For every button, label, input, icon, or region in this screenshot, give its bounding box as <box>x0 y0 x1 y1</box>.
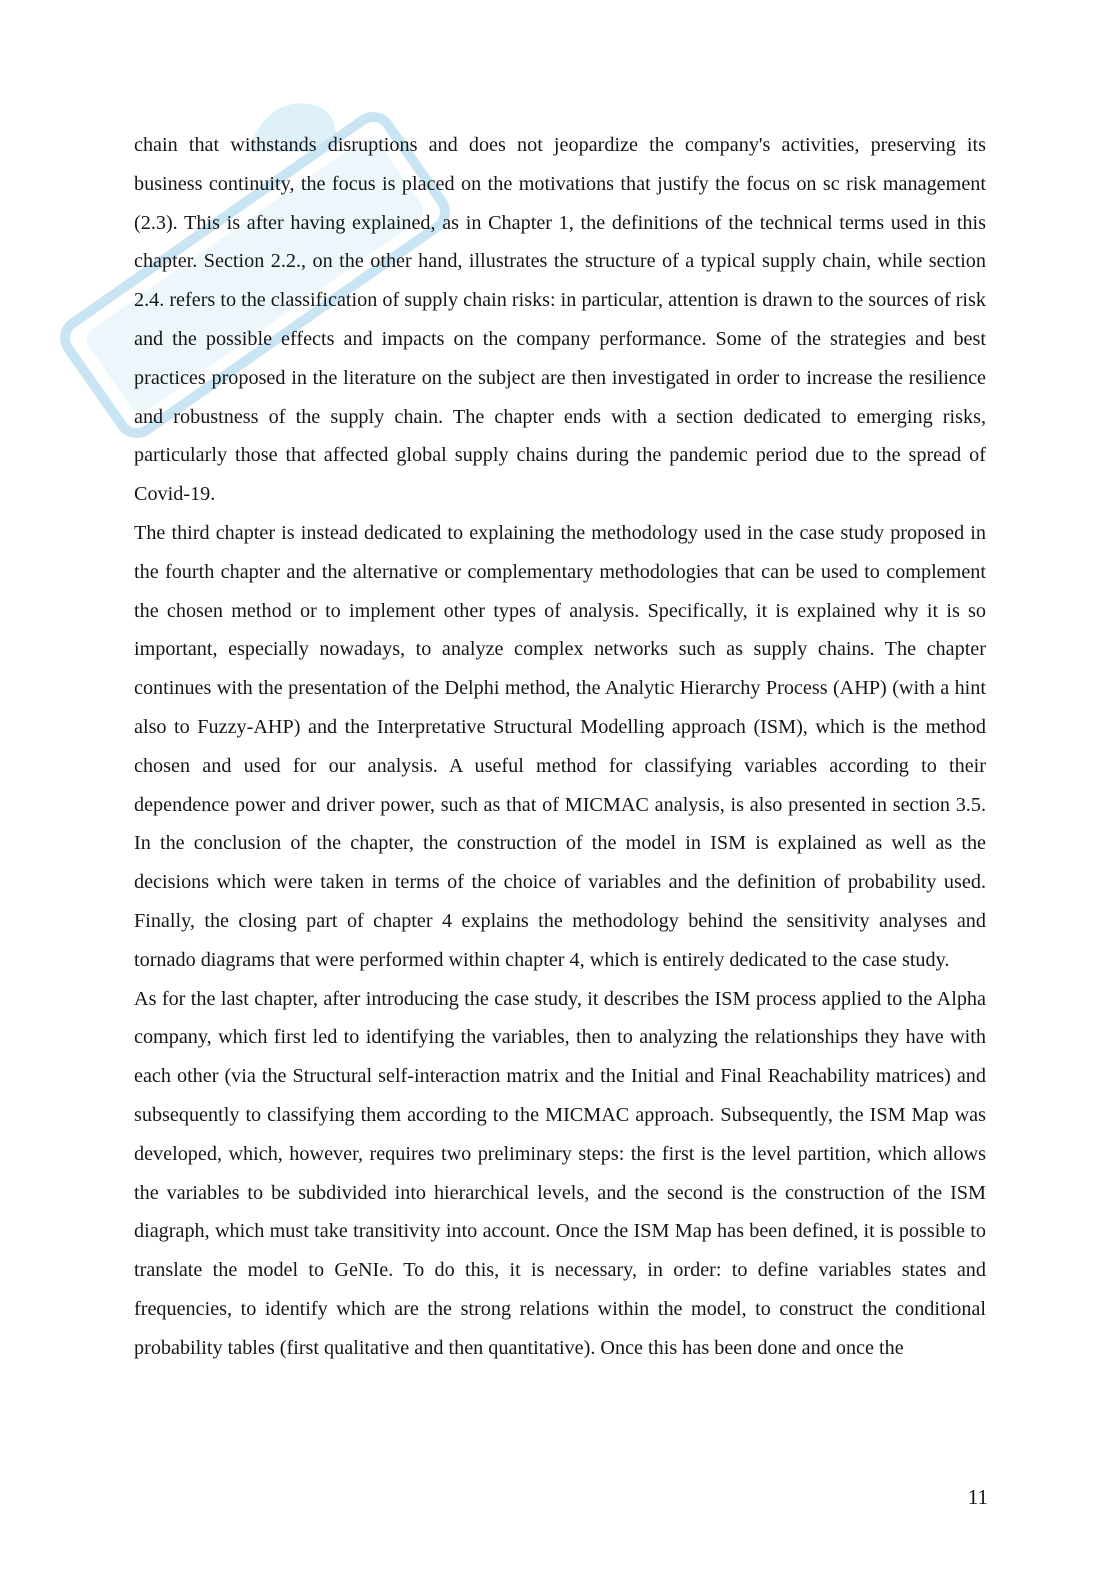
page-number: 11 <box>967 1485 988 1509</box>
paragraph-chapter-3-summary: The third chapter is instead dedicated to explaining the methodology used in the case study proposed in the fourth chapter and the alternative or complementary methodologies that can be used to complement the chosen method or to implement other types of analysis. Specifically, it is explained why it is so important, especially nowadays, to analyze complex networks such as supply chains. The chapter continues with the presentation of the Delphi method, the Analytic Hierarchy Process (AHP) (with a hint also to Fuzzy-AHP) and the Interpretative Structural Modelling approach (ISM), which is the method chosen and used for our analysis. A useful method for classifying variables according to their dependence power and driver power, such as that of MICMAC analysis, is also presented in section 3.5. In the conclusion of the chapter, the construction of the model in ISM is explained as well as the decisions which were taken in terms of the choice of variables and the definition of probability used. Finally, the closing part of chapter 4 explains the methodology behind the sensitivity analyses and tornado diagrams that were performed within chapter 4, which is entirely dedicated to the case study. <box>134 521 986 971</box>
paragraph-chapter-2-summary: chain that withstands disruptions and does not jeopardize the company's activities, preserving its business continuity, the focus is placed on the motivations that justify the focus on sc risk management (2.3). This is after having explained, as in Chapter 1, the definitions of the technical terms used in this chapter. Section 2.2., on the other hand, illustrates the structure of a typical supply chain, while section 2.4. refers to the classification of supply chain risks: in particular, attention is drawn to the sources of risk and the possible effects and impacts on the company performance. Some of the strategies and best practices proposed in the literature on the subject are then investigated in order to increase the resilience and robustness of the supply chain. The chapter ends with a section dedicated to emerging risks, particularly those that affected global supply chains during the pandemic period due to the spread of Covid-19. <box>134 134 986 506</box>
document-body <box>134 126 986 1368</box>
paragraph-chapter-4-summary: As for the last chapter, after introducing the case study, it describes the ISM process applied to the Alpha company, which first led to identifying the variables, then to analyzing the relationships they have with each other (via the Structural self-interaction matrix and the Initial and Final Reachability matrices) and subsequently to classifying them according to the MICMAC approach. Subsequently, the ISM Map was developed, which, however, requires two preliminary steps: the first is the level partition, which allows the variables to be subdivided into hierarchical levels, and the second is the construction of the ISM diagraph, which must take transitivity into account. Once the ISM Map has been defined, it is possible to translate the model to GeNIe. To do this, it is necessary, in order: to define variables states and frequencies, to identify which are the strong relations within the model, to construct the conditional probability tables (first qualitative and then quantitative). Once this has been done and once the <box>134 987 986 1359</box>
